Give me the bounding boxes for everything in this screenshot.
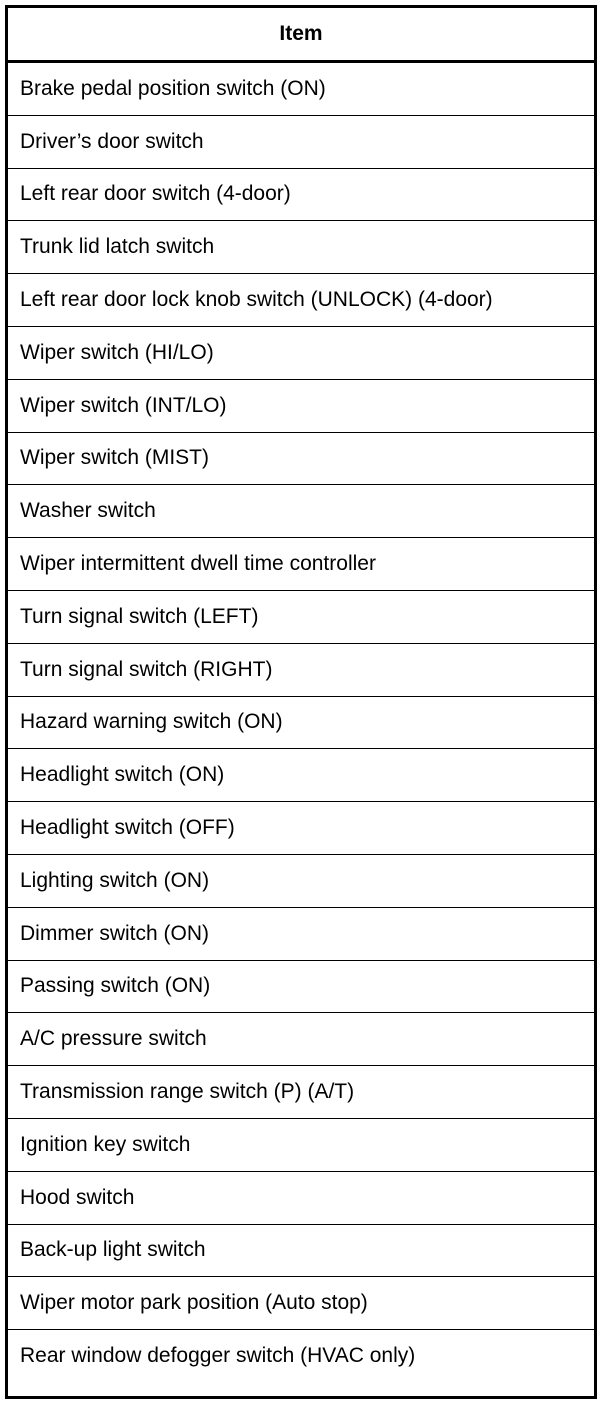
table-cell-item: Lighting switch (ON) (8, 854, 594, 907)
item-table (8, 8, 594, 1382)
table-row (8, 62, 594, 116)
table-row (8, 538, 594, 591)
table-row (8, 221, 594, 274)
table-row (8, 115, 594, 168)
table-row (8, 643, 594, 696)
item-table-frame (5, 5, 597, 1399)
table-cell-item: Driver’s door switch (8, 115, 594, 168)
table-cell-item: Ignition key switch (8, 1118, 594, 1171)
table-cell-item: Left rear door lock knob switch (UNLOCK) (4-door) (8, 274, 594, 327)
table-row (8, 326, 594, 379)
table-row (8, 696, 594, 749)
table-cell-item: Back-up light switch (8, 1224, 594, 1277)
table-cell-item: Brake pedal position switch (ON) (8, 62, 594, 116)
column-header-item: Item (8, 8, 594, 62)
table-cell-item: Wiper motor park position (Auto stop) (8, 1277, 594, 1330)
table-cell-item: Wiper intermittent dwell time controller (8, 538, 594, 591)
table-cell-item: Wiper switch (INT/LO) (8, 379, 594, 432)
table-cell-item: Turn signal switch (RIGHT) (8, 643, 594, 696)
table-row (8, 907, 594, 960)
table-cell-item: Wiper switch (MIST) (8, 432, 594, 485)
table-cell-item: Transmission range switch (P) (A/T) (8, 1066, 594, 1119)
table-cell-item: Turn signal switch (LEFT) (8, 590, 594, 643)
table-row (8, 485, 594, 538)
table-cell-item: A/C pressure switch (8, 1013, 594, 1066)
table-row (8, 1118, 594, 1171)
table-row (8, 274, 594, 327)
table-row (8, 379, 594, 432)
table-cell-item: Hood switch (8, 1171, 594, 1224)
table-row (8, 1330, 594, 1382)
table-cell-item: Hazard warning switch (ON) (8, 696, 594, 749)
table-row (8, 432, 594, 485)
table-cell-item: Passing switch (ON) (8, 960, 594, 1013)
table-cell-item: Left rear door switch (4-door) (8, 168, 594, 221)
table-cell-item: Trunk lid latch switch (8, 221, 594, 274)
table-row (8, 960, 594, 1013)
table-row (8, 1224, 594, 1277)
table-cell-item: Rear window defogger switch (HVAC only) (20, 1344, 416, 1368)
table-row (8, 1013, 594, 1066)
table-cell-item: Headlight switch (OFF) (8, 802, 594, 855)
table-row (8, 168, 594, 221)
table-row (8, 854, 594, 907)
table-cell-item: Washer switch (8, 485, 594, 538)
table-header-row (8, 8, 594, 62)
table-row (8, 749, 594, 802)
table-row (8, 590, 594, 643)
table-row (8, 802, 594, 855)
table-cell-item: Wiper switch (HI/LO) (8, 326, 594, 379)
table-cell-item: Headlight switch (ON) (8, 749, 594, 802)
table-row (8, 1277, 594, 1330)
table-cell-item: Dimmer switch (ON) (8, 907, 594, 960)
table-row (8, 1171, 594, 1224)
table-body (8, 62, 594, 1382)
table-row (8, 1066, 594, 1119)
